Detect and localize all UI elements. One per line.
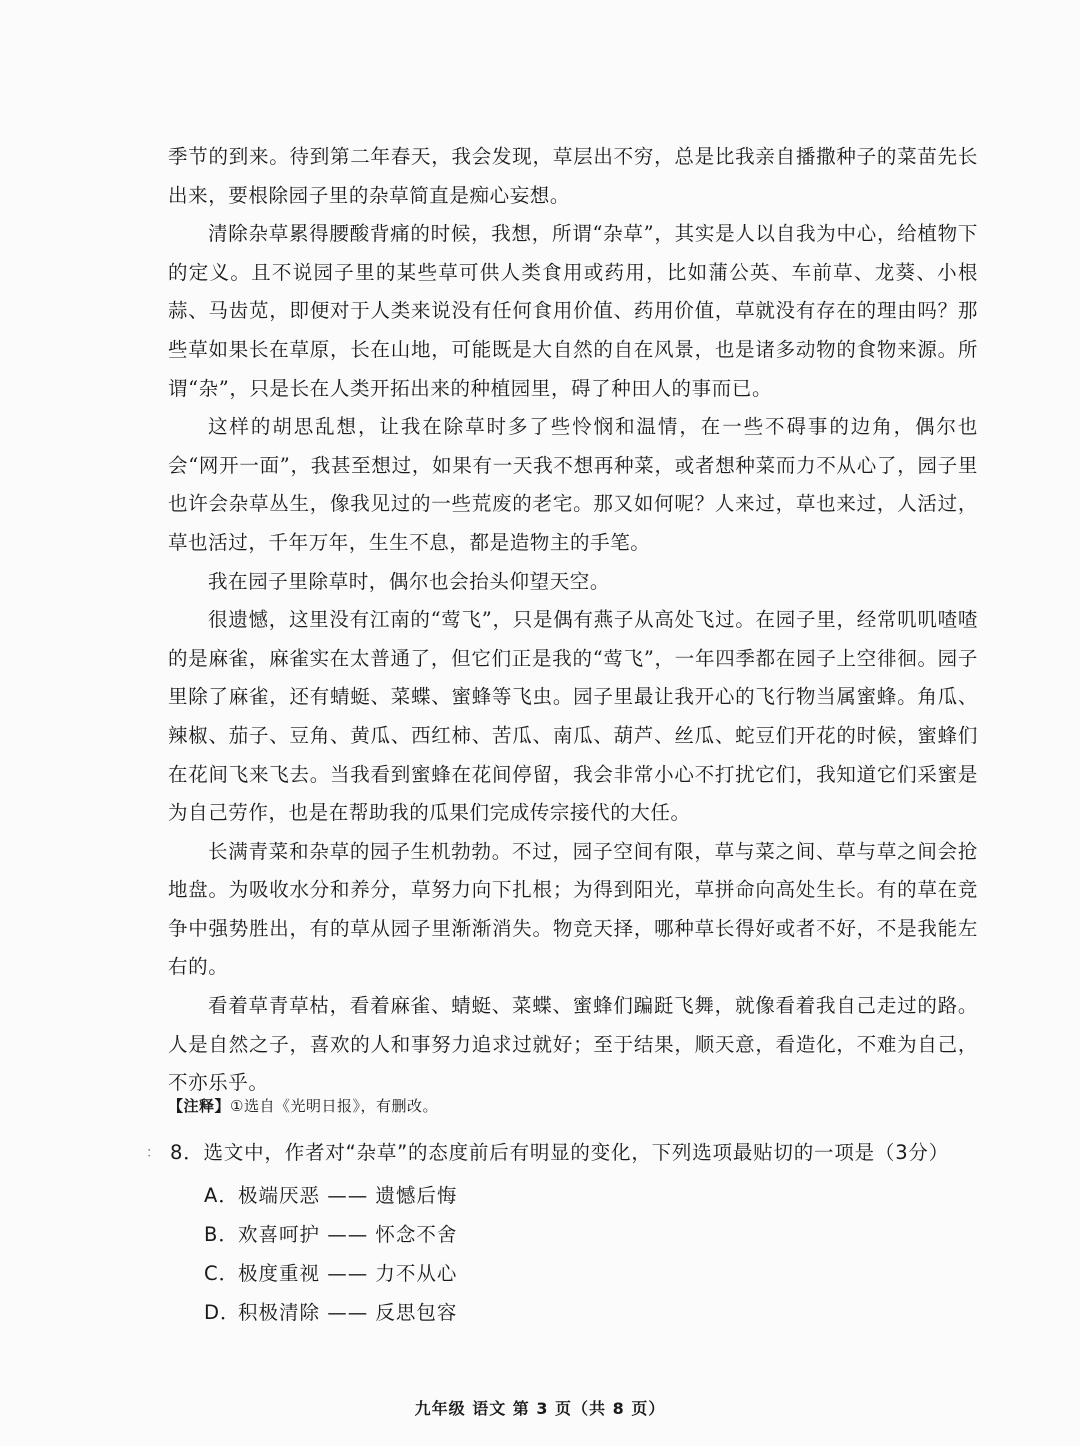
annotation-note — [168, 1094, 438, 1118]
option-letter: B． — [204, 1223, 239, 1246]
question-text: 选文中，作者对“杂草”的态度前后有明显的变化，下列选项最贴切的一项是（3分） — [203, 1141, 950, 1164]
article-paragraph: 这样的胡思乱想，让我在除草时多了些怜悯和温情，在一些不碍事的边角，偶尔也会“网开一面”，我甚至想过，如果有一天我不想再种菜，或者想种菜而力不从心了，园子里也许会杂草丛生，像我见过的一些荒废的老宅。那又如何呢？人来过，草也来过，人活过，草也活过，千年万年，生生不息，都是造物主的手笔。 — [168, 415, 978, 554]
article-paragraph: 清除杂草累得腰酸背痛的时候，我想，所谓“杂草”，其实是人以自我为中心，给植物下的定义。且不说园子里的某些草可供人类食用或药用，比如蒲公英、车前草、龙葵、小根蒜、马齿苋，即便对于人类来说没有任何食用价值、药用价值，草就没有存在的理由吗？那些草如果长在草原，长在山地，可能既是大自然的自在风景，也是诸多动物的食物来源。所谓“杂”，只是长在人类开拓出来的种植园里，碍了种田人的事而已。 — [168, 222, 978, 400]
margin-mark: ： — [146, 1145, 161, 1161]
option-text: 欢喜呵护 —— 怀念不舍 — [238, 1223, 458, 1246]
article-paragraph: 长满青菜和杂草的园子生机勃勃。不过，园子空间有限，草与菜之间、草与草之间会抢地盘。为吸收水分和养分，草努力向下扎根；为得到阳光，草拼命向高处生长。有的草在竞争中强势胜出，有的草从园子里渐渐消失。物竞天择，哪种草长得好或者不好，不是我能左右的。 — [168, 839, 978, 979]
option-d[interactable] — [204, 1293, 1006, 1332]
article-paragraph: 季节的到来。待到第二年春天，我会发现，草层出不穷，总是比我亲自播撒种子的菜苗先长出来，要根除园子里的杂草简直是痴心妄想。 — [168, 145, 978, 207]
option-letter: C． — [204, 1262, 240, 1285]
article-paragraph: 很遗憾，这里没有江南的“莺飞”，只是偶有燕子从高处飞过。在园子里，经常叽叽喳喳的是麻雀，麻雀实在太普通了，但它们正是我的“莺飞”，一年四季都在园子上空徘徊。园子里除了麻雀，还有蜻蜓、菜蝶、蜜蜂等飞虫。园子里最让我开心的飞行物当属蜜蜂。角瓜、辣椒、茄子、豆角、黄瓜、西红柿、苦瓜、南瓜、葫芦、丝瓜、蛇豆们开花的时候，蜜蜂们在花间飞来飞去。当我看到蜜蜂在花间停留，我会非常小心不打扰它们，我知道它们采蜜是为自己劳作，也是在帮助我的瓜果们完成传宗接代的大任。 — [168, 608, 978, 825]
article-body — [168, 138, 978, 1103]
option-a[interactable] — [204, 1176, 1006, 1215]
question-number: 8． — [170, 1141, 204, 1164]
question-8 — [146, 1136, 1006, 1332]
note-text: ①选自《光明日报》，有删改。 — [230, 1097, 438, 1115]
option-c[interactable] — [204, 1254, 1006, 1293]
question-stem — [146, 1136, 1006, 1170]
article-paragraph: 我在园子里除草时，偶尔也会抬头仰望天空。 — [208, 569, 611, 593]
option-letter: D． — [204, 1301, 241, 1324]
page-footer: 九年级 语文 第 3 页（共 8 页） — [414, 1399, 666, 1418]
option-text: 积极清除 —— 反思包容 — [238, 1301, 458, 1324]
option-list — [204, 1176, 1006, 1332]
option-letter: A． — [204, 1184, 239, 1207]
option-b[interactable] — [204, 1215, 1006, 1254]
article-paragraph: 看着草青草枯，看着麻雀、蜻蜓、菜蝶、蜜蜂们蹁跹飞舞，就像看着我自己走过的路。人是自然之子，喜欢的人和事努力追求过就好；至于结果，顺天意，看造化，不难为自己，不亦乐乎。 — [168, 994, 978, 1095]
option-text: 极端厌恶 —— 遗憾后悔 — [238, 1184, 458, 1207]
option-text: 极度重视 —— 力不从心 — [238, 1262, 458, 1285]
note-tag: 【注释】 — [168, 1097, 231, 1115]
